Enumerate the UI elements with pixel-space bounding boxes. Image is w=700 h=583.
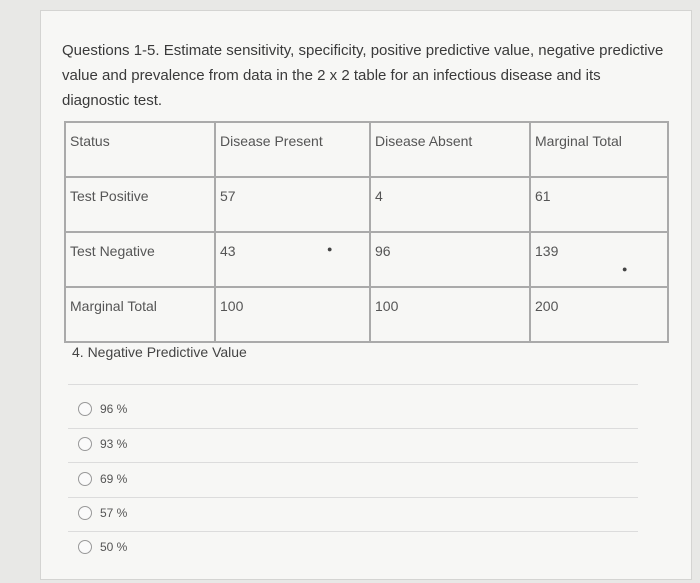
divider <box>68 462 638 463</box>
answer-option[interactable] <box>78 468 127 490</box>
row-label: Test Negative <box>65 232 215 287</box>
header-disease-absent: Disease Absent <box>370 122 530 177</box>
table-cell: 96 <box>370 232 530 287</box>
divider <box>68 384 638 385</box>
radio-icon[interactable] <box>78 540 92 554</box>
answer-option[interactable] <box>78 398 127 420</box>
row-label: Marginal Total <box>65 287 215 342</box>
table-cell: 139 <box>530 232 668 287</box>
table-cell: 100 <box>215 287 370 342</box>
header-marginal-total: Marginal Total <box>530 122 668 177</box>
contingency-table <box>64 121 669 343</box>
answer-option[interactable] <box>78 536 127 558</box>
radio-icon[interactable] <box>78 437 92 451</box>
table-row <box>65 177 668 232</box>
option-label: 96 % <box>100 402 128 416</box>
answer-option[interactable] <box>78 502 127 524</box>
table-cell: 200 <box>530 287 668 342</box>
radio-icon[interactable] <box>78 506 92 520</box>
table-row <box>65 232 668 287</box>
table-header-row <box>65 122 668 177</box>
option-label: 69 % <box>100 472 128 486</box>
dot-mark: ● <box>622 264 628 274</box>
option-label: 93 % <box>100 437 128 451</box>
header-status: Status <box>65 122 215 177</box>
radio-icon[interactable] <box>78 402 92 416</box>
option-label: 50 % <box>100 540 128 554</box>
answer-option[interactable] <box>78 433 127 455</box>
divider <box>68 531 638 532</box>
option-label: 57 % <box>100 506 128 520</box>
instructions-text: Questions 1-5. Estimate sensitivity, specificity, positive predictive value, negative predictive value and prevalence from data in the 2 x 2 table for an infectious disease and its diagnostic test. <box>62 42 664 109</box>
table-cell: 43 <box>215 232 370 287</box>
divider <box>68 497 638 498</box>
table-cell: 100 <box>370 287 530 342</box>
table-cell: 61 <box>530 177 668 232</box>
table-cell: 57 <box>215 177 370 232</box>
row-label: Test Positive <box>65 177 215 232</box>
divider <box>68 428 638 429</box>
dot-mark: ● <box>327 244 333 254</box>
header-disease-present: Disease Present <box>215 122 370 177</box>
radio-icon[interactable] <box>78 472 92 486</box>
table-cell: 4 <box>370 177 530 232</box>
table-row <box>65 287 668 342</box>
question-title: 4. Negative Predictive Value <box>72 344 247 360</box>
